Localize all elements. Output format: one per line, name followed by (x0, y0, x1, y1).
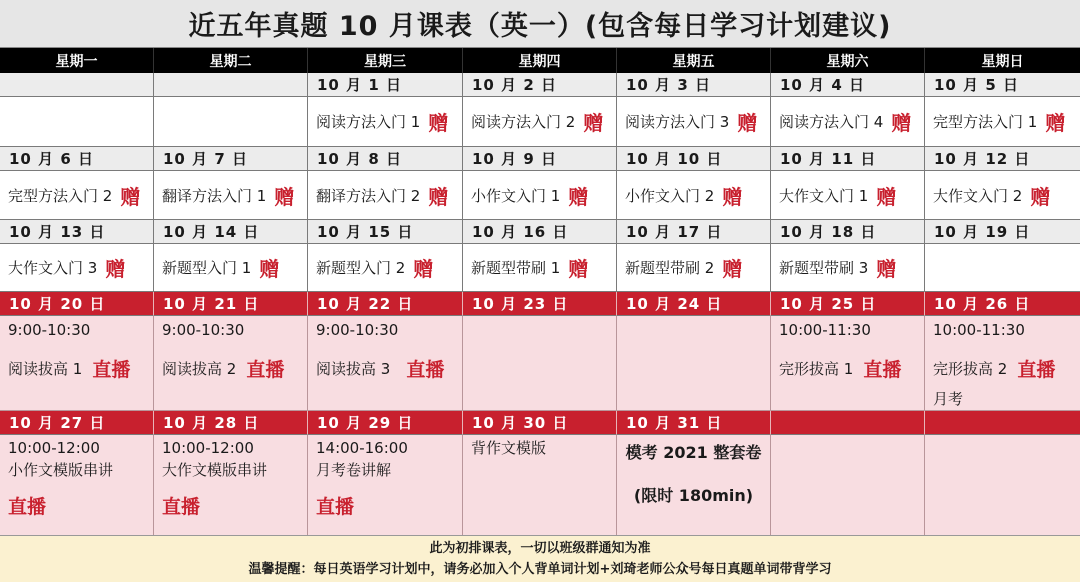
date-cell: 10 月 17 日 (617, 220, 771, 244)
date-cell: 10 月 6 日 (0, 147, 154, 171)
footer-line-2: 温馨提醒：每日英语学习计划中，请务必加入个人背单词计划+刘琦老师公众号每日真题单词带背学习 (248, 562, 832, 577)
gift-badge: 赠 (722, 184, 743, 209)
date-cell: 10 月 29 日 (308, 411, 463, 435)
gift-badge: 赠 (1030, 184, 1051, 209)
lesson-time: 14:00-16:00 (316, 439, 408, 457)
date-cell: 10 月 19 日 (925, 220, 1080, 244)
lesson-cell (154, 97, 308, 147)
date-cell: 10 月 24 日 (617, 292, 771, 316)
lesson-name: 阅读方法入门 4 (779, 113, 884, 131)
lesson-cell (463, 435, 617, 545)
lesson-name: 阅读方法入门 2 (471, 113, 576, 131)
footer-line-1: 此为初排课表，一切以班级群通知为准 (429, 541, 651, 556)
lesson-name: 阅读拔高 3 (316, 359, 391, 378)
date-cell: 10 月 7 日 (154, 147, 308, 171)
lesson-cell (463, 244, 617, 292)
date-cell: 10 月 10 日 (617, 147, 771, 171)
lesson-cell (308, 435, 463, 545)
live-badge: 直播 (1017, 359, 1056, 381)
lesson-time: 9:00-10:30 (8, 321, 91, 339)
lesson-cell (0, 435, 154, 545)
lesson-name: 背作文模版 (471, 439, 547, 457)
lesson-cell (771, 435, 925, 545)
gift-badge: 赠 (876, 257, 897, 281)
lesson-name: 大作文入门 1 (779, 186, 869, 205)
lesson-cell (925, 316, 1080, 411)
lesson-name: 大作文入门 2 (933, 186, 1023, 205)
date-cell: 10 月 20 日 (0, 292, 154, 316)
lesson-cell (0, 244, 154, 292)
lesson-cell (154, 244, 308, 292)
live-badge: 直播 (863, 359, 902, 381)
lesson-name: 阅读方法入门 3 (625, 113, 730, 131)
date-cell: 10 月 4 日 (771, 73, 925, 97)
gift-badge: 赠 (274, 184, 295, 209)
gift-badge: 赠 (428, 111, 449, 135)
date-cell (771, 411, 925, 435)
lesson-cell (617, 97, 771, 147)
lesson-cell (154, 435, 308, 545)
live-badge: 直播 (162, 496, 201, 518)
date-cell: 10 月 27 日 (0, 411, 154, 435)
day-header-thu: 星期四 (463, 48, 617, 73)
lesson-cell (463, 171, 617, 220)
mock-exam-duration: (限时 180min) (633, 486, 754, 505)
lesson-cell (771, 171, 925, 220)
lesson-time: 9:00-10:30 (162, 321, 245, 339)
gift-badge: 赠 (722, 257, 743, 281)
live-badge: 直播 (246, 359, 285, 381)
gift-badge: 赠 (259, 257, 280, 281)
date-cell: 10 月 9 日 (463, 147, 617, 171)
date-cell: 10 月 25 日 (771, 292, 925, 316)
day-header-tue: 星期二 (154, 48, 308, 73)
lesson-name: 小作文入门 2 (625, 186, 715, 205)
lesson-name: 完型方法入门 2 (8, 186, 113, 205)
lesson-time: 10:00-11:30 (779, 321, 871, 339)
date-cell: 10 月 11 日 (771, 147, 925, 171)
lesson-cell (925, 97, 1080, 147)
monthly-exam-note: 月考 (933, 390, 964, 408)
lesson-name: 阅读方法入门 1 (316, 113, 421, 131)
date-cell (925, 411, 1080, 435)
lesson-name: 翻译方法入门 1 (162, 186, 267, 205)
day-header-wed: 星期三 (308, 48, 463, 73)
date-cell (154, 73, 308, 97)
lesson-cell (925, 244, 1080, 292)
date-cell: 10 月 30 日 (463, 411, 617, 435)
live-badge: 直播 (92, 359, 131, 381)
lesson-name: 小作文模版串讲 (8, 461, 114, 479)
footer-notice (0, 535, 1080, 582)
lesson-name: 阅读拔高 1 (8, 359, 83, 378)
lesson-name: 阅读拔高 2 (162, 359, 237, 378)
date-cell: 10 月 21 日 (154, 292, 308, 316)
lesson-cell (617, 316, 771, 411)
lesson-cell (463, 97, 617, 147)
date-cell: 10 月 15 日 (308, 220, 463, 244)
date-cell: 10 月 31 日 (617, 411, 771, 435)
date-cell: 10 月 8 日 (308, 147, 463, 171)
lesson-name: 完形拔高 2 (933, 359, 1008, 378)
lesson-name: 月考卷讲解 (316, 461, 392, 479)
lesson-name: 大作文入门 3 (8, 259, 98, 277)
date-cell: 10 月 12 日 (925, 147, 1080, 171)
lesson-time: 9:00-10:30 (316, 321, 399, 339)
date-cell: 10 月 26 日 (925, 292, 1080, 316)
day-header-fri: 星期五 (617, 48, 771, 73)
lesson-time: 10:00-12:00 (162, 439, 254, 457)
date-cell: 10 月 14 日 (154, 220, 308, 244)
gift-badge: 赠 (105, 257, 126, 281)
gift-badge: 赠 (120, 184, 141, 209)
lesson-cell (308, 244, 463, 292)
gift-badge: 赠 (583, 111, 604, 135)
schedule-title: 近五年真题 10 月课表（英一）(包含每日学习计划建议) (0, 0, 1080, 48)
gift-badge: 赠 (737, 111, 758, 135)
gift-badge: 赠 (876, 184, 897, 209)
lesson-cell (617, 244, 771, 292)
lesson-time: 10:00-12:00 (8, 439, 100, 457)
lesson-name: 新题型带刷 1 (471, 259, 561, 277)
gift-badge: 赠 (891, 111, 912, 135)
lesson-cell (308, 97, 463, 147)
date-cell (0, 73, 154, 97)
gift-badge: 赠 (428, 184, 449, 209)
lesson-cell (925, 435, 1080, 545)
day-header-sun: 星期日 (925, 48, 1080, 73)
lesson-name: 大作文模版串讲 (162, 461, 268, 479)
lesson-cell (308, 171, 463, 220)
date-cell: 10 月 18 日 (771, 220, 925, 244)
day-header-mon: 星期一 (0, 48, 154, 73)
date-cell: 10 月 1 日 (308, 73, 463, 97)
date-cell: 10 月 3 日 (617, 73, 771, 97)
mock-exam-title: 模考 2021 整套卷 (625, 443, 762, 462)
lesson-cell (0, 171, 154, 220)
lesson-cell (0, 97, 154, 147)
lesson-cell (154, 171, 308, 220)
lesson-name: 新题型带刷 3 (779, 259, 869, 277)
date-cell: 10 月 13 日 (0, 220, 154, 244)
lesson-name: 新题型入门 1 (162, 259, 252, 277)
live-badge: 直播 (8, 496, 47, 518)
gift-badge: 赠 (413, 257, 434, 281)
day-header-sat: 星期六 (771, 48, 925, 73)
live-badge: 直播 (406, 359, 445, 381)
lesson-cell (0, 316, 154, 411)
date-cell: 10 月 22 日 (308, 292, 463, 316)
gift-badge: 赠 (568, 257, 589, 281)
lesson-cell (154, 316, 308, 411)
lesson-cell (617, 435, 771, 545)
schedule-grid (0, 48, 1080, 545)
lesson-cell (771, 316, 925, 411)
lesson-name: 翻译方法入门 2 (316, 186, 421, 205)
date-cell: 10 月 5 日 (925, 73, 1080, 97)
lesson-name: 完型方法入门 1 (933, 113, 1038, 131)
lesson-cell (771, 97, 925, 147)
lesson-name: 小作文入门 1 (471, 186, 561, 205)
lesson-name: 新题型带刷 2 (625, 259, 715, 277)
gift-badge: 赠 (568, 184, 589, 209)
lesson-cell (463, 316, 617, 411)
lesson-cell (925, 171, 1080, 220)
lesson-cell (308, 316, 463, 411)
lesson-time: 10:00-11:30 (933, 321, 1025, 339)
date-cell: 10 月 23 日 (463, 292, 617, 316)
live-badge: 直播 (316, 496, 355, 518)
lesson-name: 完形拔高 1 (779, 359, 854, 378)
lesson-cell (771, 244, 925, 292)
lesson-cell (617, 171, 771, 220)
date-cell: 10 月 28 日 (154, 411, 308, 435)
lesson-name: 新题型入门 2 (316, 259, 406, 277)
date-cell: 10 月 2 日 (463, 73, 617, 97)
gift-badge: 赠 (1045, 111, 1066, 135)
date-cell: 10 月 16 日 (463, 220, 617, 244)
